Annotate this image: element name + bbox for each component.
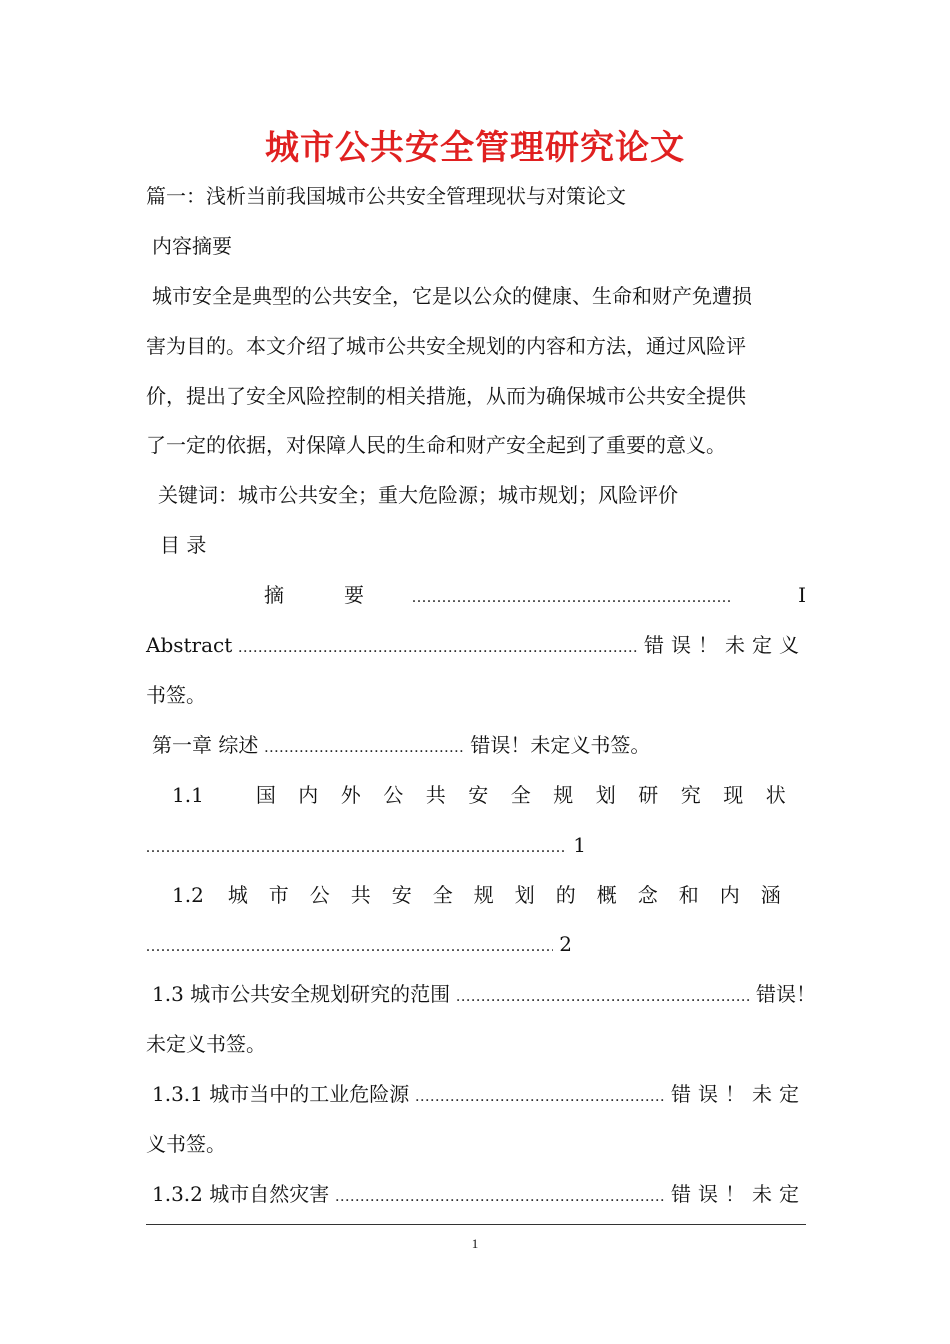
part-heading: 篇一：浅析当前我国城市公共安全管理现状与对策论文 (146, 184, 626, 208)
toc-entry-1-2[interactable] (146, 880, 806, 910)
toc-number: 1.2 (172, 883, 204, 907)
toc-page: 错误！未定义书签。 (470, 733, 651, 757)
toc-page: 错误！未定 (671, 1082, 806, 1106)
toc-label: 摘 (264, 583, 284, 607)
toc-entry-1-2-leader[interactable] (146, 929, 572, 962)
toc-leader (146, 833, 567, 863)
toc-entry-abstract-en[interactable] (146, 630, 806, 663)
toc-entry-1-3-1[interactable] (152, 1079, 806, 1112)
document-title: 城市公共安全管理研究论文 (265, 128, 685, 168)
footer-divider (146, 1224, 806, 1225)
toc-leader (456, 982, 750, 1012)
abstract-line: 害为目的。本文介绍了城市公共安全规划的内容和方法，通过风险评 (146, 334, 746, 358)
page-number: 1 (471, 1236, 479, 1251)
toc-continuation: 未定义书签。 (146, 1032, 266, 1056)
abstract-line: 城市安全是典型的公共安全，它是以公众的健康、生命和财产免遭损 (152, 284, 752, 308)
toc-continuation: 义书签。 (146, 1132, 226, 1156)
toc-heading: 目 录 (160, 533, 207, 557)
toc-leader (415, 1082, 665, 1112)
toc-entry-1-1-leader[interactable] (146, 830, 586, 863)
toc-continuation: 书签。 (146, 683, 206, 707)
toc-leader (335, 1182, 665, 1212)
toc-page: I (798, 583, 806, 607)
toc-leader (264, 733, 464, 763)
toc-leader (238, 633, 638, 663)
toc-entry-abstract-cn[interactable] (146, 580, 806, 613)
toc-entry-chapter-1[interactable] (152, 730, 650, 763)
toc-label: Abstract (146, 633, 233, 657)
toc-label: 城市公共安全规划的概念和内涵 (227, 883, 802, 907)
toc-entry-1-3-2[interactable] (152, 1179, 806, 1212)
keywords: 关键词：城市公共安全；重大危险源；城市规划；风险评价 (158, 483, 678, 507)
toc-label: 国内外公共安全规划研究现状 (255, 783, 809, 807)
toc-label: 第一章 综述 (152, 733, 259, 757)
toc-page: 错误！未定义 (644, 633, 806, 657)
toc-page: 1 (573, 833, 586, 857)
toc-label: 1.3 城市公共安全规划研究的范围 (152, 982, 451, 1006)
toc-page: 2 (559, 932, 572, 956)
abstract-line: 价，提出了安全风险控制的相关措施，从而为确保城市公共安全提供 (146, 384, 746, 408)
toc-entry-1-1[interactable] (146, 780, 809, 810)
toc-page: 错误！未定 (671, 1182, 806, 1206)
toc-number: 1.1 (172, 783, 204, 807)
abstract-line: 了一定的依据，对保障人民的生命和财产安全起到了重要的意义。 (146, 433, 726, 457)
abstract-heading: 内容摘要 (152, 234, 232, 258)
toc-label: 1.3.2 城市自然灾害 (152, 1182, 330, 1206)
toc-leader (412, 583, 730, 613)
toc-leader (146, 932, 553, 962)
toc-label: 1.3.1 城市当中的工业危险源 (152, 1082, 410, 1106)
toc-label: 要 (344, 583, 364, 607)
toc-entry-1-3[interactable] (152, 979, 816, 1012)
toc-page: 错误！ (756, 982, 816, 1006)
